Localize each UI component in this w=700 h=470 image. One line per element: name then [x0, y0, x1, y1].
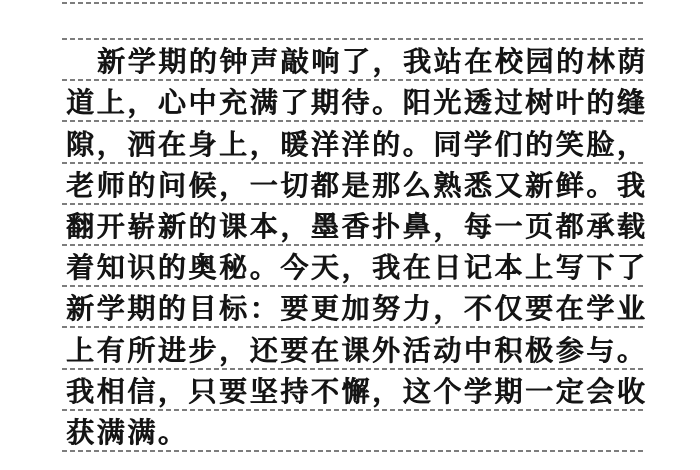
text-line-2: [62, 81, 648, 122]
line-text: 老师的问候，一切都是那么熟悉又新鲜。我: [66, 170, 648, 202]
rule-line: [62, 450, 645, 452]
line-text: 隙，洒在身上，暖洋洋的。同学们的笑脸，: [66, 129, 648, 161]
line-text: 获满满。: [66, 417, 189, 449]
line-text: 我相信，只要坚持不懈，这个学期一定会收: [66, 376, 648, 408]
text-line-6: [62, 246, 648, 287]
text-line-5: [62, 205, 648, 246]
line-text: 翻开崭新的课本，墨香扑鼻，每一页都承载: [66, 211, 648, 243]
text-line-3: [62, 122, 648, 163]
text-line-10: [62, 411, 645, 452]
text-line-9: [62, 370, 648, 411]
text-line-7: [62, 287, 648, 328]
line-text: 新学期的钟声敲响了，我站在校园的林荫: [97, 47, 648, 79]
ruled-area: [62, 2, 648, 452]
blank-line: [62, 2, 645, 40]
line-text: 道上，心中充满了期待。阳光透过树叶的缝: [66, 88, 648, 120]
text-line-1: [62, 40, 648, 81]
line-text: 上有所进步，还要在课外活动中积极参与。: [66, 335, 648, 367]
text-line-4: [62, 164, 648, 205]
line-text: 新学期的目标：要更加努力，不仅要在学业: [66, 294, 648, 326]
text-line-8: [62, 328, 648, 369]
line-text: 着知识的奥秘。今天，我在日记本上写下了: [66, 253, 648, 285]
